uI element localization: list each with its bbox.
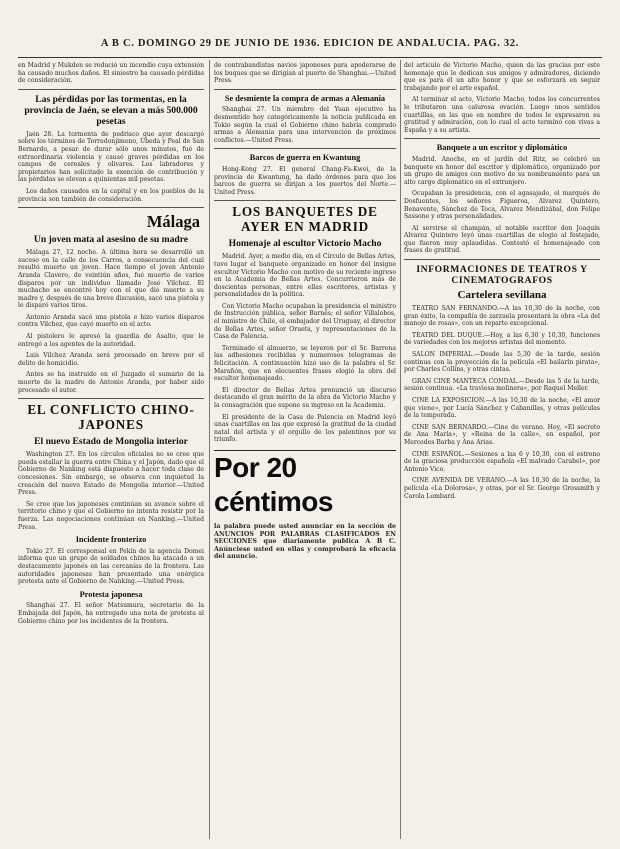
paragraph: Hong-Kong 27. El general Chang-Fa-Kwei, de la provincia de Kwantung, ha dado órdenes para que los barcos de guerra se dirijan a los puertos del Norte.—United Press. (214, 165, 396, 196)
separator (18, 398, 204, 399)
paragraph: Antonio Aranda sacó una pistola e hizo varios disparos contra Vilchez, que cayó muerto en el acto. (18, 313, 204, 329)
headline-informaciones: INFORMACIONES DE TEATROS Y CINEMATOGRAFOS (416, 264, 588, 287)
paragraph: TEATRO SAN FERNANDO.—A las 10,30 de la noche, con gran éxito, la compañía de zarzuela presentará la obra «La del manojo de rosas», con un reparto excepcional. (404, 305, 600, 328)
column-3 (404, 62, 600, 841)
separator (18, 89, 204, 90)
paragraph: Málaga 27, 12 noche. A última hora se desarrolló un suceso en la calle de los Carros, a consecuencia del cual resultó muerto un joven. Hace tiempo el joven Antonio Aranda Clavero, de veintiún años, fué muerto de varios disparos por un individuo llamado José Vilchez. El muchacho se encontró hoy con el que dió muerte a su madre y, después de una breve discusión, sacó una pistola y le disparó varios tiros. (18, 249, 204, 310)
paragraph: Madrid. Anoche, en el jardín del Ritz, se celebró un banquete en honor del escritor y diplomático, organizado por un grupo de amigos con motivo de su nombramiento para un alto cargo diplomático en el extranjero. (404, 155, 600, 186)
paragraph: del artículo de Victorio Macho, quien da las gracias por este homenaje que le dedican sus amigos y admiradores, diciendo que es para él un alto honor y que se esforzará en seguir trabajando por el arte español. (404, 62, 600, 92)
paragraph: Con Victorio Macho ocupaban la presidencia el ministro de Instrucción pública, señor Barnés; el señor Villalobos, el ministro de Chile, el embajador del Uruguay, el director de Bellas Artes, señor Orueta, y representaciones de la Casa de Palencia. (214, 302, 396, 341)
headline-cartelera: Cartelera sevillana (457, 289, 547, 302)
column-divider-1 (209, 60, 210, 839)
paragraph: Se cree que los japoneses continúan su avance sobre el territorio chino y que el Gobierno no intenta resistir por la fuerza. Las negociaciones continúan en Nanking.—United Press. (18, 500, 204, 531)
headline-barcos: Barcos de guerra en Kwantung (249, 153, 361, 163)
headline-joven: Un joven mata al asesino de su madre (33, 234, 189, 246)
paragraph: CINE SAN BERNARDO.—Cine de verano. Hoy, «El secreto de Ana María», y «Reina de la calle», en español, por Mercedes Barba y Ana Arias. (404, 423, 600, 446)
paragraph: Los daños causados en la capital y en los pueblos de la provincia son también de consideración. (18, 187, 204, 203)
headline-banquetes: LOS BANQUETES DE AYER EN MADRID (232, 204, 378, 234)
paragraph: TEATRO DEL DUQUE.—Hoy, a las 6,30 y 10,30, funciones de variedades con los mejores artistas del momento. (404, 331, 600, 347)
ad-headline: Por 20 céntimos (214, 450, 396, 519)
header-rule (18, 57, 602, 58)
paragraph: en Madrid y Mukden se redució un incendio cuya extensión ha causado muchos daños. El siniestro ha causado pérdidas de consideración. (18, 62, 204, 85)
classified-ad (214, 523, 396, 561)
paragraph: CINE ESPAÑOL.—Sesiones a las 6 y 10,30, con el estreno de la graciosa producción española «El malvado Carabel», por Antonio Vico. (404, 450, 600, 473)
paragraph: Antes se ha instruido en el Juzgado el sumario de la muerte de la madre de Antonio Aranda, por haber sido procesado el autor. (18, 371, 204, 394)
separator (18, 207, 204, 208)
paragraph: Madrid. Ayer, a medio día, en el Círculo de Bellas Artes, tuvo lugar el banquete organizado en honor del insigne escultor Victorio Macho con motivo de su reciente ingreso en la Academia de Bellas Artes. Concurrieron más de doscientas personas, entre ellas escritores, artistas y personalidades de la política. (214, 253, 396, 299)
paragraph: Terminado el almuerzo, se leyeron por el Sr. Barrena las adhesiones recibidas y numerosos telegramas de felicitación. A continuación hizo uso de la palabra el Sr. Marañón, que en elocuentes frases elogió la obra del escultor homenajeado. (214, 344, 396, 383)
headline-protesta: Protesta japonesa (79, 589, 143, 599)
paragraph: CINE AVENIDA DE VERANO.—A las 10,30 de la noche, la película «La Dolorosa», y otras, por el Sr. George Grossmith y Carola Lombard. (404, 477, 600, 500)
paragraph: Shanghai 27. Un miembro del Yuan ejecutivo ha desmentido hoy categóricamente la noticia publicada en Tokio según la cual el Gobierno chino habría comprado armas a Alemania para una intervención de próximos conflictos.—United Press. (214, 106, 396, 144)
separator (214, 148, 396, 149)
paragraph: Al servirse el champán, el notable escritor don Joaquín Alvarez Quintero leyó unas cuartillas de elogio al festejado, que fueron muy aplaudidas. Contestó el homenajeado con frases de gratitud. (404, 224, 600, 255)
paragraph: Ocupaban la presidencia, con el agasajado, el marqués de Dosfuentes, los señores Figueroa, Alvarez Quintero, Benavente, Sánchez de Toca, Alvarez Mendizábal, don Felipe Sassone y otras personalidades. (404, 190, 600, 221)
paragraph: CINE LA EXPOSICION.—A las 10,30 de la noche, «El amor que viene», por Lucía Sánchez y Cabanillas, y otras películas de la temporada. (404, 397, 600, 420)
paragraph: Al terminar el acto, Victorio Macho, todos los concurrentes le tributaron una calurosa ovación. Luego unos sentidos cuartillas, en las que en nombre de todos le expresaron su gratitud y admiración, con lo cual el acto terminó con vivas a España y a su artista. (404, 96, 600, 134)
separator (214, 89, 396, 90)
column-divider-2 (400, 60, 401, 839)
headline-tormentas: Las pérdidas por las tormentas, en la provincia de Jaén, se elevan a más 500.000 pesetas (24, 93, 198, 127)
page-header: A B C. DOMINGO 29 DE JUNIO DE 1936. EDICION DE ANDALUCIA. PAG. 32. (100, 38, 520, 49)
paragraph: de contrabandistas navios japoneses para apoderarse de los buques que se dirigían al puerto de Shanghai.—United Press. (214, 62, 396, 85)
column-2 (214, 62, 396, 841)
separator (404, 138, 600, 139)
separator (404, 259, 600, 260)
section-title-malaga: Málaga (146, 212, 200, 232)
paragraph: Jaén 28. La tormenta de pedrisco que ayer descargó sobre los términos de Torredonjimeno, Úbeda y Peal de San Bernardo, a pesar de durar sólo unos minutos, fué de extraordinaria violencia y causó graves pérdidas en los campos de cereales y olivares. Los labradores y propietarios han solicitado la exención de contribución y las pérdidas se elevan a quinientas mil pesetas. (18, 130, 204, 184)
ad-text: la palabra puede usted anunciar en la sección de ANUNCIOS POR PALABRAS CLASIFICADOS EN SECCIONES que diariamente publica A B C. Anúnciese usted en ellas y comprobará la eficacia del anuncio. (214, 522, 396, 561)
paragraph: GRAN CINE MANTECA CONDAL.—Desde las 5 de la tarde, sesión continua. «La traviesa molinera», por Raquel Meller. (404, 377, 600, 393)
column-1 (18, 62, 204, 841)
headline-mongolia: El nuevo Estado de Mongolia interior (34, 436, 188, 448)
paragraph: El presidente de la Casa de Palencia en Madrid leyó unas cuartillas en las que expresó la gratitud de la ciudad natal del artista y el orgullo de los palentinos por su triunfo. (214, 413, 396, 444)
paragraph: El director de Bellas Artes pronunció un discurso destacando el gran mérito de la obra de Victorio Macho y la consagración que supone su ingreso en la Academia. (214, 386, 396, 409)
headline-incidente: Incidente fronterizo (75, 535, 147, 545)
paragraph: Washington 27. En los círculos oficiales no se cree que pueda estallar la guerra entre China y el Japón, dado que el Gobierno de Nanking está dispuesto a hacer toda clase de concesiones. Sin embargo, se observa con inquietud la creación del nuevo Estado de Mongolia interior.—United Press. (18, 451, 204, 497)
paragraph: SALON IMPERIAL.—Desde las 5,30 de la tarde, sesión continua con la proyección de la película «El bailarín pirata», por Charles Collins, y otras cintas. (404, 351, 600, 374)
headline-banquete-escritor: Banquete a un escritor y diplomático (436, 143, 568, 153)
paragraph: Shanghai 27. El señor Matsumura, secretario de la Embajada del Japón, ha entregado una nota de protesta al Gobierno chino por los incidentes de la frontera. (18, 602, 204, 625)
separator (214, 200, 396, 201)
paragraph: Luis Vilchez Aranda será procesado en breve por el delito de homicidio. (18, 352, 204, 367)
headline-conflicto: EL CONFLICTO CHINO-JAPONES (27, 402, 195, 432)
headline-homenaje: Homenaje al escultor Victorio Macho (228, 238, 382, 250)
paragraph: Al pistolero le apresó la guardia de Asalto, que le entregó a los agentes de la autoridad. (18, 333, 204, 348)
paragraph: Tokio 27. El corresponsal en Pekín de la agencia Domei informa que un grupo de soldados chinos ha atacado a un destacamento japonés en las cercanías de la frontera. Las autoridades japonesas han presentado una enérgica protesta ante el Gobierno de Nanking.—United Press. (18, 547, 204, 586)
headline-armas: Se desmiente la compra de armas a Alemania (224, 93, 386, 103)
